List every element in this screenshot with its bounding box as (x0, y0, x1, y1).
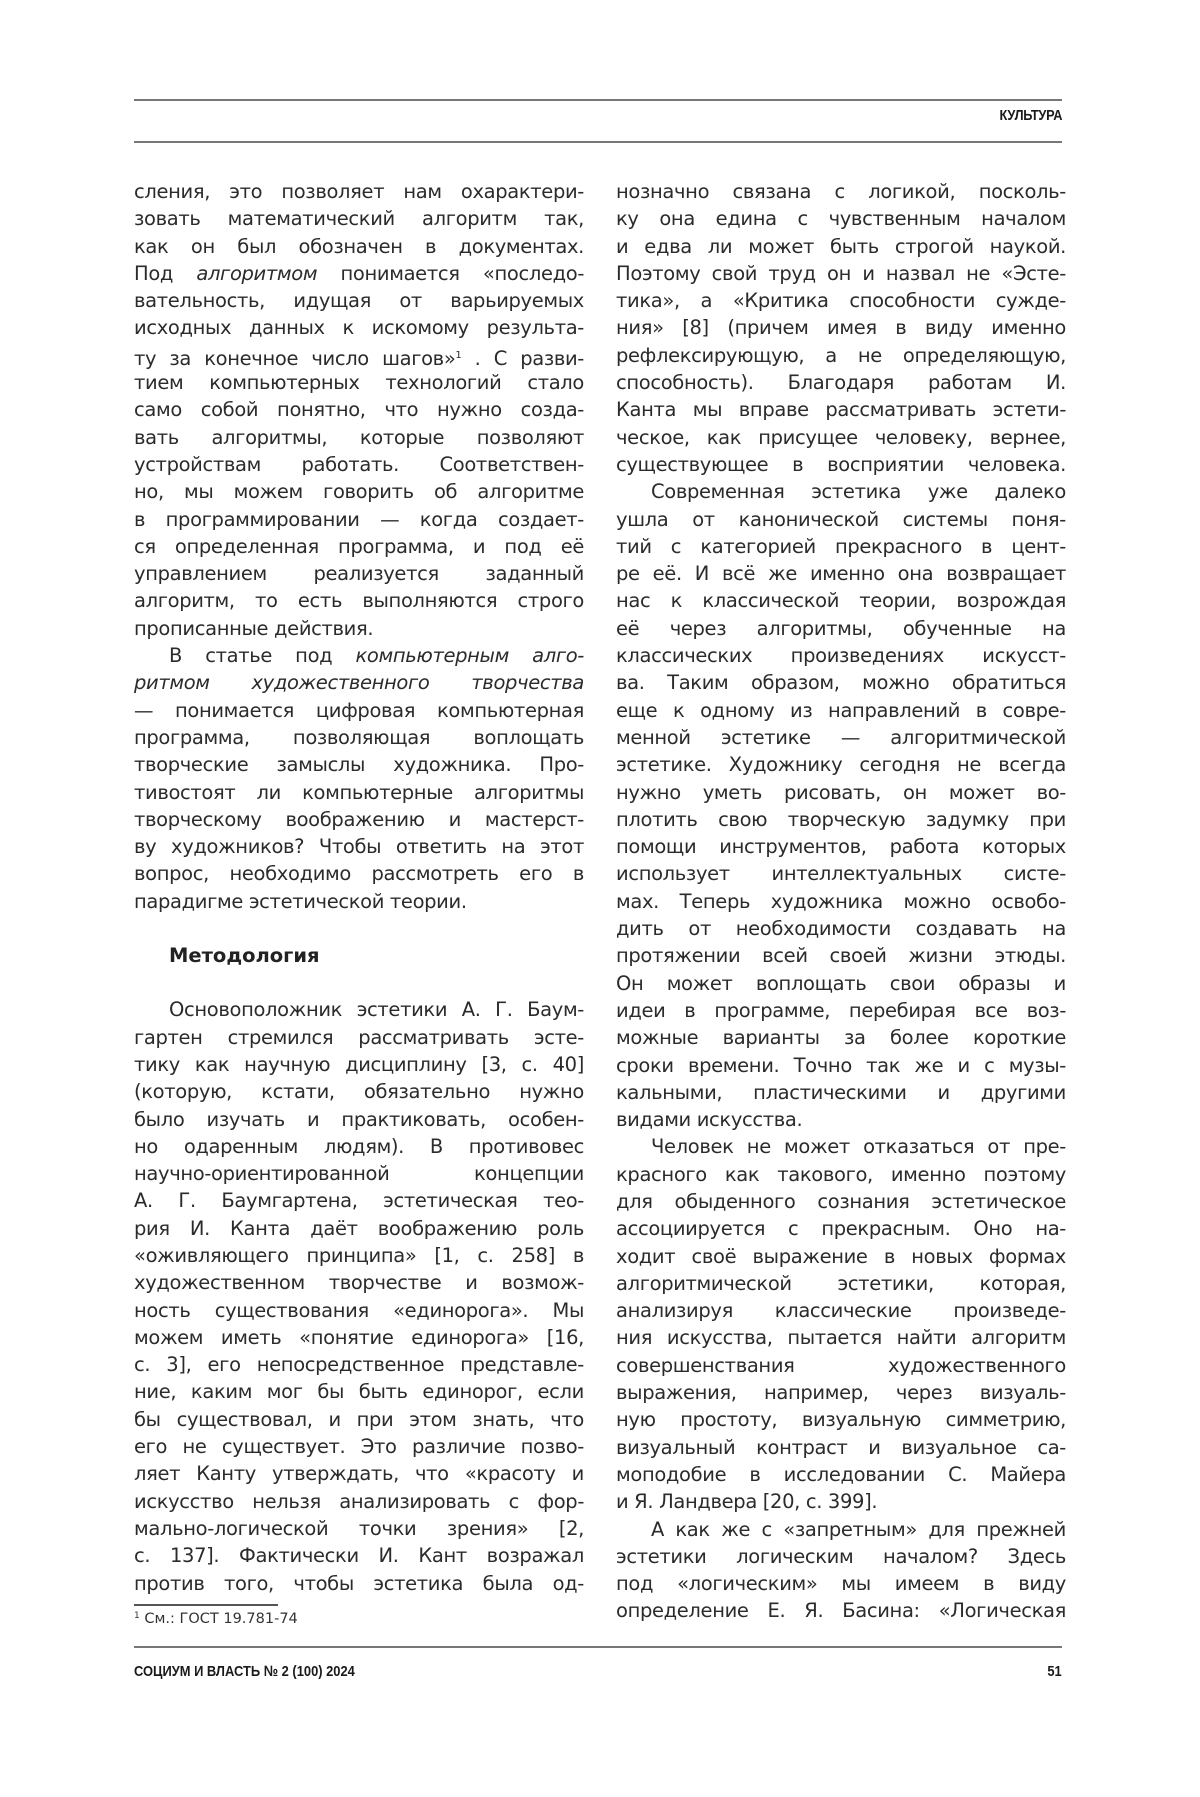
text-line: гартен стремился рассматривать эсте- (134, 1025, 584, 1049)
text-line: Основоположник эстетики А. Г. Баум- (169, 998, 584, 1022)
text-line: ходит своё выражение в новых формах (616, 1244, 1066, 1268)
spacer (134, 969, 584, 996)
text-line: с. 137]. Фактически И. Кант возражал (134, 1544, 584, 1568)
text-line: нас к классической теории, возрождая (616, 589, 1066, 613)
text-line: Он может воплощать свои образы и (616, 971, 1066, 995)
text-line: Поэтому свой труд он и назвал не «Эсте- (616, 261, 1066, 285)
text-line: вать алгоритмы, которые позволяют (134, 425, 584, 449)
text-line: тий с категорией прекрасного в цент- (616, 534, 1066, 558)
paragraph (616, 1516, 1066, 1625)
paragraph (616, 478, 1066, 1133)
text-line: исходных данных к искомому результа- (134, 316, 584, 340)
text-line: менной эстетике — алгоритмической (616, 725, 1066, 749)
text-line: кальными, пластическими и другими (616, 1080, 1066, 1104)
text-line: и едва ли может быть строгой наукой. (616, 234, 1066, 258)
text-line: под «логическим» мы имеем в виду (616, 1572, 1066, 1596)
text-line: А как же с «запретным» для прежней (651, 1517, 1066, 1541)
text-line: художественном творчестве и возмож- (134, 1271, 584, 1295)
text-line: ние, каким мог бы быть единорог, если (134, 1380, 584, 1404)
text-line: управлением реализуется заданный (134, 562, 584, 586)
text-line: Человек не может отказаться от пре- (651, 1135, 1066, 1159)
paragraph (134, 996, 584, 1597)
text-line: бы существовал, и при этом знать, что (134, 1407, 584, 1431)
text-line: эстетике. Художнику сегодня не всегда (616, 753, 1066, 777)
text-line: определение Е. Я. Басина: «Логическая (616, 1599, 1066, 1623)
footer-rule (134, 1646, 1062, 1648)
text-line: искусство нельзя анализировать с фор- (134, 1489, 584, 1513)
header-rule-bottom (134, 141, 1062, 143)
text-line: нужно уметь рисовать, он может во- (616, 780, 1066, 804)
text-line: рефлексирующую, а не определяющую, (616, 343, 1066, 367)
paragraph (616, 1133, 1066, 1515)
header-rule-top (134, 99, 1062, 101)
text-line: мах. Теперь художника можно освобо- (616, 889, 1066, 913)
text-line: с. 3], его непосредственное представле- (134, 1353, 584, 1377)
text-line: классических произведениях искусст- (616, 644, 1066, 668)
left-column (134, 178, 584, 1597)
spacer (134, 915, 584, 942)
footnote-number: 1 (134, 1611, 140, 1621)
text-run: понимается «последо- (317, 261, 584, 285)
text-line: видами искусства. (616, 1108, 803, 1132)
page-number: 51 (1047, 1663, 1062, 1680)
text-run: ту за конечное число шагов» (134, 346, 456, 370)
text-line: эстетики логическим началом? Здесь (616, 1544, 1066, 1568)
text-line: вательность, идущая от варьируемых (134, 289, 584, 313)
text-line: анализируя классические произведе- (616, 1299, 1066, 1323)
text-line: алгоритм, то есть выполняются строго (134, 589, 584, 613)
text-line: помощи инструментов, работа которых (616, 835, 1066, 859)
text-line: совершенствания художественного (616, 1353, 1066, 1377)
text-line: еще к одному из направлений в совре- (616, 698, 1066, 722)
text-line: (которую, кстати, обязательно нужно (134, 1080, 584, 1104)
footnote-ref[interactable]: 1 (455, 349, 462, 361)
text-line: ния» [8] (причем имея в виду именно (616, 316, 1066, 340)
text-line: плотить свою творческую задумку при (616, 807, 1066, 831)
text-line: использует интеллектуальных систе- (616, 862, 1066, 886)
text-line: ре её. И всё же именно она возвращает (616, 562, 1066, 586)
text-line: моподобие в исследовании С. Майера (616, 1462, 1066, 1486)
text-line: способность). Благодаря работам И. (616, 371, 1066, 395)
text-line: ку она едина с чувственным началом (616, 207, 1066, 231)
italic-term: ритмом художественного творчества (134, 671, 584, 695)
text-line: тивостоят ли компьютерные алгоритмы (134, 780, 584, 804)
text-run: Под (134, 261, 197, 285)
text-line: ческое, как присущее человеку, вернее, (616, 425, 1066, 449)
text-line: само собой понятно, что нужно созда- (134, 398, 584, 422)
text-line: её через алгоритмы, обученные на (616, 616, 1066, 640)
text-line: ушла от канонической системы поня- (616, 507, 1066, 531)
text-line: как он был обозначен в документах. (134, 234, 584, 258)
text-line: парадигме эстетической теории. (134, 889, 467, 913)
text-line: было изучать и практиковать, особен- (134, 1107, 584, 1131)
text-line: ассоциируется с прекрасным. Оно на- (616, 1217, 1066, 1241)
text-line: А. Г. Баумгартена, эстетическая тео- (134, 1189, 584, 1213)
text-line: ность существования «единорога». Мы (134, 1298, 584, 1322)
italic-term: компьютерным алго- (355, 644, 584, 668)
text-line: научно-ориентированной концепции (134, 1162, 584, 1186)
text-line: ся определенная программа, и под её (134, 534, 584, 558)
text-line: ную простоту, визуальную симметрию, (616, 1408, 1066, 1432)
text-run: В статье под (169, 644, 356, 668)
paragraph (616, 178, 1066, 478)
text-line (134, 642, 584, 669)
text-line: и Я. Ландвера [20, с. 399]. (616, 1490, 878, 1514)
text-line: устройствам работать. Соответствен- (134, 452, 584, 476)
text-line: рия И. Канта даёт воображению роль (134, 1216, 584, 1240)
text-line (134, 342, 584, 369)
text-line: дить от необходимости создавать на (616, 917, 1066, 941)
text-line: идеи в программе, перебирая все воз- (616, 998, 1066, 1022)
text-line: сроки времени. Точно так же и с музы- (616, 1053, 1066, 1077)
text-line: программа, позволяющая воплощать (134, 725, 584, 749)
text-line: красного как такового, именно поэтому (616, 1162, 1066, 1186)
text-line: мально-логической точки зрения» [2, (134, 1516, 584, 1540)
text-line: нозначно связана с логикой, посколь- (616, 180, 1066, 203)
text-line: ляет Канту утверждать, что «красоту и (134, 1462, 584, 1486)
text-line: тием компьютерных технологий стало (134, 371, 584, 395)
italic-term: алгоритмом (196, 261, 318, 285)
text-line: тику как научную дисциплину [3, с. 40] (134, 1052, 584, 1076)
text-line: его не существует. Это различие позво- (134, 1435, 584, 1459)
text-line: вопрос, необходимо рассмотреть его в (134, 862, 584, 886)
text-line: но одаренным людям). В противовес (134, 1134, 584, 1158)
text-line: тика», а «Критика способности сужде- (616, 289, 1066, 313)
text-line: существующее в восприятии человека. (616, 452, 1066, 476)
text-line: алгоритмической эстетики, которая, (616, 1271, 1066, 1295)
text-line (134, 669, 584, 696)
footnote-rule (134, 1604, 278, 1606)
text-line: «оживляющего принципа» [1, с. 258] в (134, 1243, 584, 1267)
text-run: . С разви- (461, 346, 584, 370)
text-line: творческие замыслы художника. Про- (134, 753, 584, 777)
text-line: визуальный контраст и визуальное са- (616, 1435, 1066, 1459)
text-line (134, 260, 584, 287)
text-line: протяжении всей своей жизни этюды. (616, 944, 1066, 968)
text-line: ния искусства, пытается найти алгоритм (616, 1326, 1066, 1350)
text-line: ву художников? Чтобы ответить на этот (134, 835, 584, 859)
footnote-text: См.: ГОСТ 19.781-74 (144, 1611, 298, 1627)
text-line: можные варианты за более короткие (616, 1026, 1066, 1050)
text-line: прописанные действия. (134, 616, 374, 640)
text-line: сления, это позволяет нам охарактери- (134, 180, 584, 203)
right-column (616, 178, 1066, 1625)
text-line: — понимается цифровая компьютерная (134, 698, 584, 722)
section-title: КУЛЬТУРА (999, 108, 1062, 124)
text-line: против того, чтобы эстетика была од- (134, 1571, 584, 1595)
section-heading: Методология (169, 944, 320, 968)
text-line: Современная эстетика уже далеко (651, 480, 1066, 504)
paragraph (134, 642, 584, 915)
text-line: Канта мы вправе рассматривать эстети- (616, 398, 1066, 422)
footnote (134, 1611, 298, 1627)
text-line: зовать математический алгоритм так, (134, 207, 584, 231)
text-line: ва. Таким образом, можно обратиться (616, 671, 1066, 695)
text-line: можем иметь «понятие единорога» [16, (134, 1325, 584, 1349)
text-line: но, мы можем говорить об алгоритме (134, 480, 584, 504)
paragraph (134, 178, 584, 642)
text-line: для обыденного сознания эстетическое (616, 1189, 1066, 1213)
text-line: в программировании — когда создает- (134, 507, 584, 531)
text-line: творческому воображению и мастерст- (134, 807, 584, 831)
text-line: выражения, например, через визуаль- (616, 1381, 1066, 1405)
journal-title: СОЦИУМ И ВЛАСТЬ № 2 (100) 2024 (134, 1663, 355, 1680)
